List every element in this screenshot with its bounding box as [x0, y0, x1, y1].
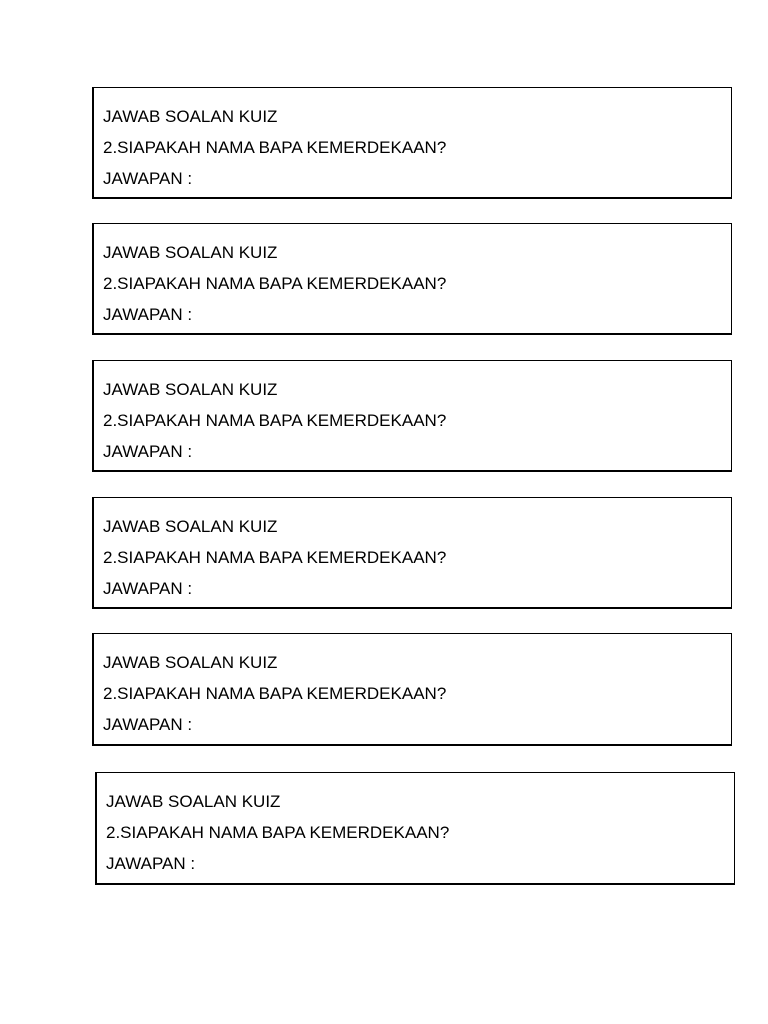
quiz-card	[92, 87, 732, 199]
quiz-heading: JAWAB SOALAN KUIZ	[106, 792, 281, 811]
quiz-heading: JAWAB SOALAN KUIZ	[103, 380, 278, 399]
quiz-question: 2.SIAPAKAH NAMA BAPA KEMERDEKAAN?	[103, 274, 447, 293]
quiz-card	[95, 772, 735, 885]
answer-label: JAWAPAN :	[103, 442, 193, 461]
quiz-card	[92, 360, 732, 472]
quiz-question: 2.SIAPAKAH NAMA BAPA KEMERDEKAAN?	[103, 138, 447, 157]
quiz-question: 2.SIAPAKAH NAMA BAPA KEMERDEKAAN?	[103, 548, 447, 567]
quiz-heading: JAWAB SOALAN KUIZ	[103, 517, 278, 536]
answer-label: JAWAPAN :	[103, 579, 193, 598]
quiz-question: 2.SIAPAKAH NAMA BAPA KEMERDEKAAN?	[103, 684, 447, 703]
quiz-heading: JAWAB SOALAN KUIZ	[103, 107, 278, 126]
quiz-card	[92, 497, 732, 609]
answer-label: JAWAPAN :	[103, 305, 193, 324]
answer-label: JAWAPAN :	[103, 169, 193, 188]
quiz-question: 2.SIAPAKAH NAMA BAPA KEMERDEKAAN?	[103, 411, 447, 430]
quiz-card	[92, 633, 732, 746]
answer-label: JAWAPAN :	[106, 854, 196, 873]
answer-label: JAWAPAN :	[103, 715, 193, 734]
quiz-heading: JAWAB SOALAN KUIZ	[103, 653, 278, 672]
quiz-heading: JAWAB SOALAN KUIZ	[103, 243, 278, 262]
quiz-card	[92, 223, 732, 335]
quiz-question: 2.SIAPAKAH NAMA BAPA KEMERDEKAAN?	[106, 823, 450, 842]
